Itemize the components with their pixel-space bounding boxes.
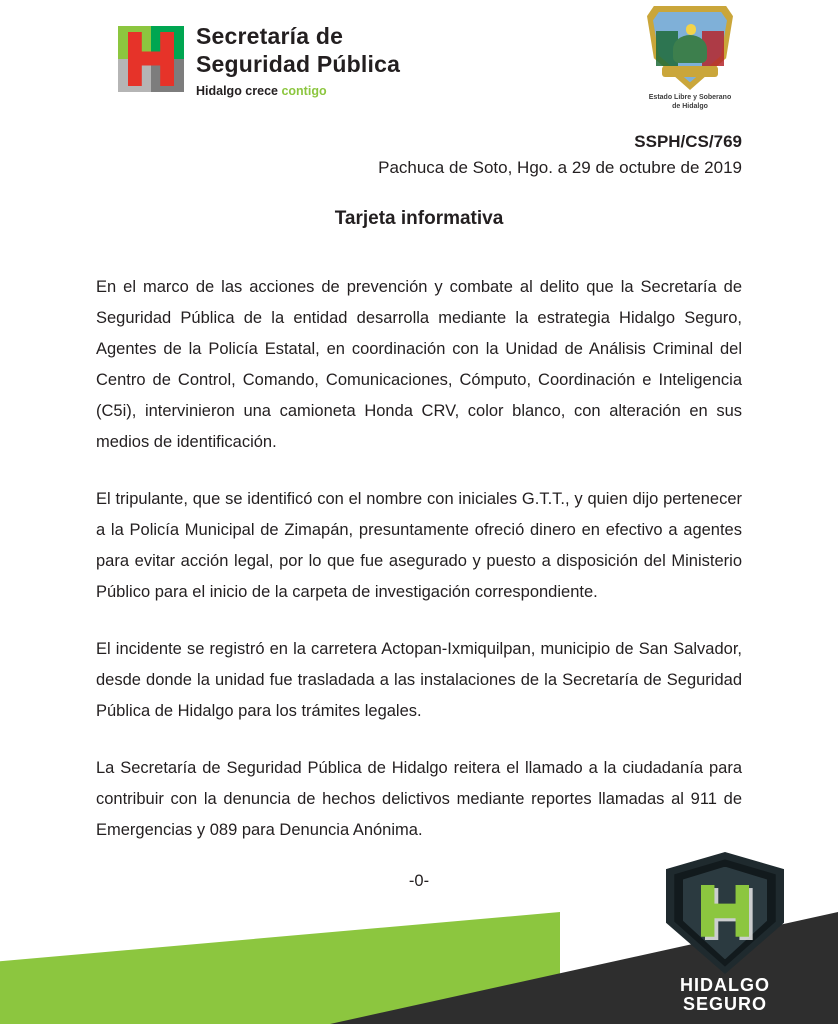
hidalgo-state-coat-of-arms-icon <box>647 6 733 90</box>
hidalgo-seguro-shield-icon <box>666 852 784 974</box>
ssph-logo <box>118 22 400 98</box>
hidalgo-h-logo-icon <box>118 26 184 92</box>
document-closing-mark: -0- <box>408 872 430 890</box>
paragraph: La Secretaría de Seguridad Pública de Hidalgo reitera el llamado a la ciudadanía para contribuir con la denuncia de hechos delictivos mediante reportes llamadas al 911 de Emergencias y 089 para Denuncia Anónima. <box>96 759 742 839</box>
hidalgo-seguro-line2: SEGURO <box>682 994 767 1014</box>
document-body <box>0 132 838 891</box>
hidalgo-seguro-badge <box>642 852 808 1014</box>
ssph-tagline <box>196 84 400 98</box>
document-header <box>0 0 838 130</box>
ssph-logo-text <box>196 22 400 98</box>
crest-caption-line1: Estado Libre y Soberano <box>648 94 732 101</box>
ssph-tagline-dark: Hidalgo crece <box>196 84 278 98</box>
ssph-logo-line2: Seguridad Pública <box>196 51 401 77</box>
document-paragraphs <box>96 272 742 846</box>
paragraph: En el marco de las acciones de prevención y combate al delito que la Secretaría de Seguridad Pública de la entidad desarrolla mediante la estrategia Hidalgo Seguro, Agentes de la Policía Estatal, en coordinación con la Unidad de Análisis Criminal del Centro de Control, Comando, Comunicaciones, Cómputo, Coordinación e Inteligencia (C5i), intervinieron una camioneta Honda CRV, color blanco, con alteración en sus medios de identificación. <box>96 278 742 451</box>
hidalgo-seguro-line1: HIDALGO <box>680 975 770 995</box>
crest-caption-line2: de Hidalgo <box>672 103 708 110</box>
state-crest <box>630 6 750 111</box>
document-title: Tarjeta informativa <box>334 208 504 229</box>
paragraph: El incidente se registró en la carretera Actopan-Ixmiquilpan, municipio de San Salvador, desde donde la unidad fue trasladada a las instalaciones de la Secretaría de Seguridad Pública de Hidalgo para los trámites legales. <box>96 640 742 720</box>
ssph-tagline-green: contigo <box>277 84 327 98</box>
paragraph: El tripulante, que se identificó con el nombre con iniciales G.T.T., y quien dijo pertenecer a la Policía Municipal de Zimapán, presuntamente ofreció dinero en efectivo a agentes para evitar acción legal, por lo que fue asegurado y puesto a disposición del Ministerio Público para el inicio de la carpeta de investigación correspondiente. <box>96 490 742 601</box>
hidalgo-seguro-label <box>642 976 808 1014</box>
document-place-date: Pachuca de Soto, Hgo. a 29 de octubre de 2019 <box>378 158 742 177</box>
ssph-logo-line1: Secretaría de <box>196 23 344 49</box>
crest-caption <box>630 93 750 111</box>
document-folio: SSPH/CS/769 <box>634 132 742 151</box>
